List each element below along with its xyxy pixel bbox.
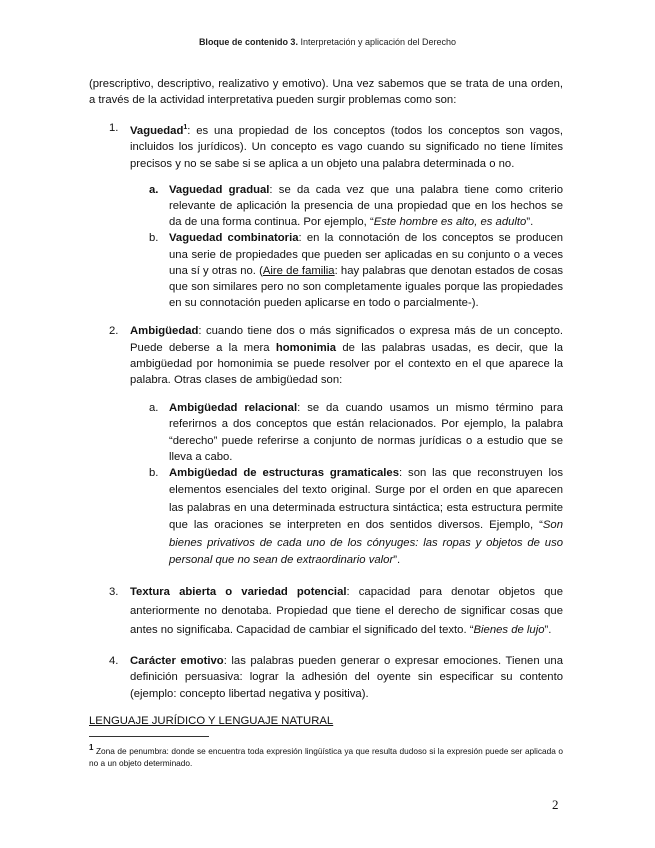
running-header	[0, 37, 655, 47]
section-title: LENGUAJE JURÍDICO Y LENGUAJE NATURAL	[89, 714, 334, 727]
sub-item-letter: b.	[149, 232, 159, 245]
sub-item-text: Ambigüedad de estructuras gramaticales: son las que reconstruyen los elementos esenciales del texto original. Surge por el orden en que aparecen las palabras en una determinada estructura sintáctica; esta estructura permite que las oraciones se interpreten en dos sentidos diversos. Ejemplo, “Son bienes privativos de cada uno de los cónyuges: las ropas y objetos de uso personal que no sean de extraordinario valor”.	[169, 467, 563, 567]
item-text: Ambigüedad: cuando tiene dos o más significados o expresa más de un concepto. Puede deberse a la mera homonimia de las palabras usadas, es decir, que la ambigüedad por homonimia se puede resolver por el contexto en el que aparece la palabra. Otras clases de ambigüedad son:	[130, 325, 564, 387]
item-number: 1.	[109, 122, 119, 135]
list-item-caracter-emotivo	[89, 653, 563, 702]
sub-item-text: Ambigüedad relacional: se da cuando usamos un mismo término para referirnos a dos conceptos que están relacionados. Por ejemplo, la palabra “derecho” puede referirse a conjunto de normas jurídicas o a estudio que se lleva a cabo.	[169, 402, 563, 463]
sub-item-letter: a.	[149, 402, 159, 415]
footnote-divider	[89, 736, 209, 737]
sub-item-ambiguedad-estructuras	[89, 465, 563, 569]
sub-item-letter: a.	[149, 183, 159, 196]
page-body	[89, 76, 563, 729]
list-item-textura-abierta	[89, 583, 563, 639]
sub-item-text: Vaguedad combinatoria: en la connotación de los conceptos se producen una serie de propiedades que pueden ser aplicadas en su conjunto o a veces una sí y otras no. (Aire de familia: hay palabras que denotan estados de cosas que son similares pero no son completamente iguales porque las propiedades en su connotación pueden aplicarse en todo o parcialmente-).	[169, 232, 564, 310]
item-number: 4.	[109, 655, 119, 668]
aire-de-familia: Aire de familia	[262, 264, 335, 277]
sub-item-vaguedad-gradual	[89, 182, 563, 231]
footnote-ref[interactable]: 1	[183, 124, 188, 132]
intro-paragraph: (prescriptivo, descriptivo, realizativo y emotivo). Una vez sabemos que se trata de una orden, a través de la actividad interpretativa pueden surgir problemas como son:	[89, 78, 563, 107]
sub-item-ambiguedad-relacional	[89, 400, 563, 465]
sub-item-letter: b.	[149, 467, 159, 480]
footnote	[89, 742, 563, 769]
footnote-text: Zona de penumbra: donde se encuentra toda expresión lingüística ya que resulta dudoso si la expresión puede ser aplicada o no a un objeto determinado.	[89, 745, 563, 768]
header-bold: Bloque de contenido 3.	[198, 37, 298, 47]
item-number: 3.	[109, 586, 119, 599]
item-number: 2.	[109, 325, 119, 338]
item-text: Textura abierta o variedad potencial: capacidad para denotar objetos que anteriormente no denotaba. Propiedad que tiene el derecho de significar cosas que antes no significaba. Capacidad de cambiar el significado del texto. “Bienes de lujo”.	[130, 586, 563, 636]
item-text: Carácter emotivo: las palabras pueden generar o expresar emociones. Tienen una definición persuasiva: lograr la adhesión del oyente sin especificar su contento (ejemplo: concepto libertad negativa y positiva).	[130, 655, 563, 700]
item-term: Vaguedad	[130, 125, 184, 138]
footnote-number: 1	[89, 743, 94, 752]
item-text: Vaguedad$^1$: es una propiedad de los conceptos (todos los conceptos son vagos, incluidos los jurídicos). Un concepto es vago cuando su significado no tiene límites precisos y no se sabe si se aplica a un objeto una palabra determinada o no.	[130, 124, 563, 170]
list-item-ambiguedad	[89, 323, 563, 388]
sub-item-text: Vaguedad gradual: se da cada vez que una palabra tiene como criterio relevante de aplicación la presencia de una propiedad que en los hechos se da de una forma continua. Por ejemplo, “Este hombre es alto, es adulto”.	[169, 183, 563, 229]
header-rest: Interpretación y aplicación del Derecho	[297, 37, 457, 47]
page-number: 2	[552, 797, 559, 812]
list-item-vaguedad	[89, 120, 563, 171]
sub-item-vaguedad-combinatoria	[89, 230, 563, 311]
